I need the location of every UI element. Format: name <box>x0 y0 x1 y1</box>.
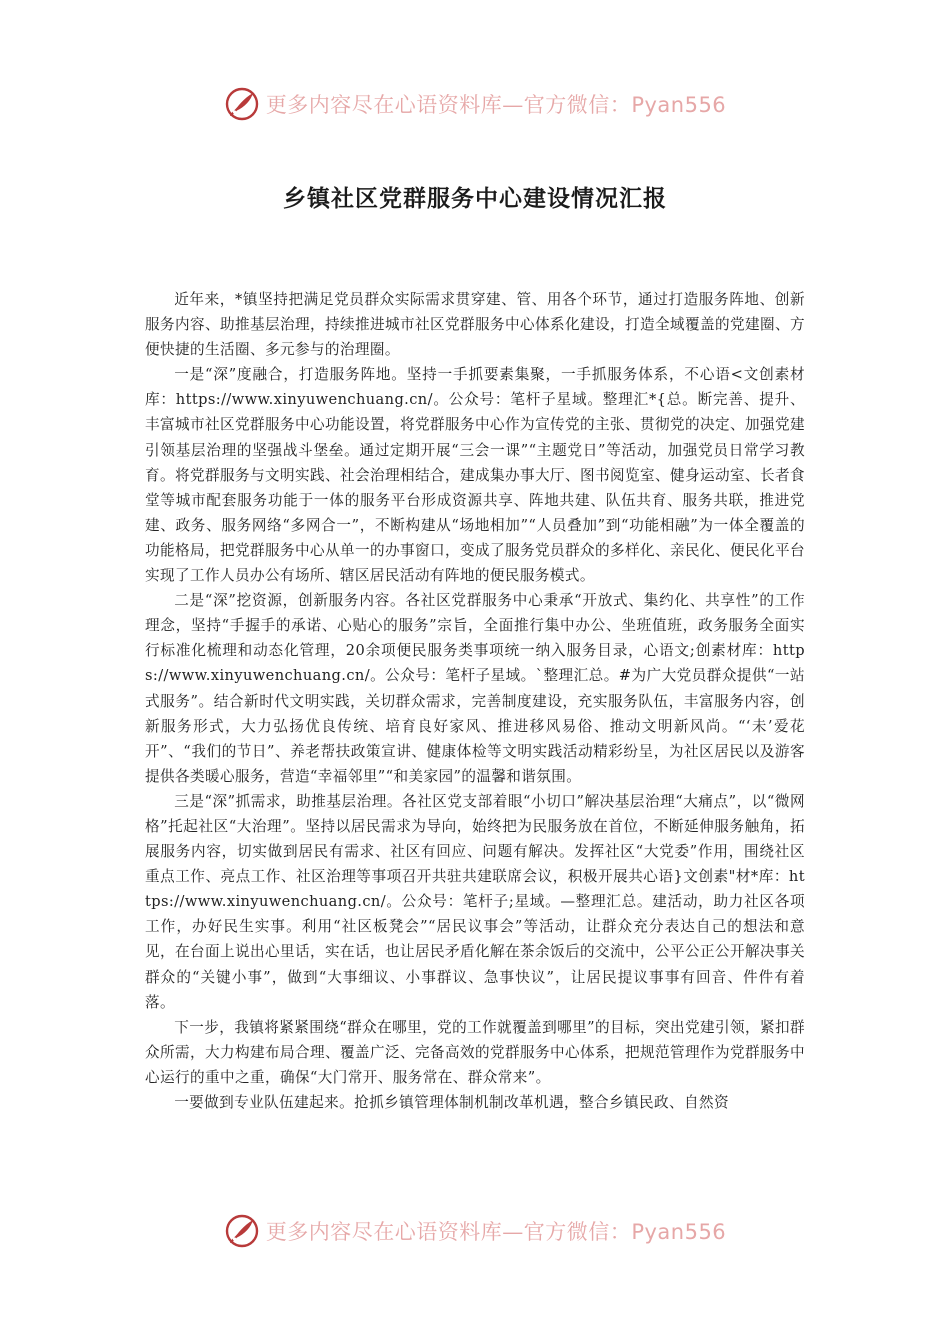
quill-pen-icon <box>224 86 260 122</box>
watermark-text <box>266 1216 726 1246</box>
document-title: 乡镇社区党群服务中心建设情况汇报 <box>283 186 667 212</box>
watermark-text-id: Pyan556 <box>631 93 727 117</box>
paragraph: 下一步，我镇将紧紧围绕“群众在哪里，党的工作就覆盖到哪里”的目标，突出党建引领，紧扣群众所需，大力构建布局合理、覆盖广泛、完备高效的党群服务中心体系，把规范管理作为党群服务中心运行的重中之重，确保“大门常开、服务常在、群众常来”。 <box>145 1018 805 1086</box>
watermark-text-cn: 更多内容尽在心语资料库—官方微信： <box>265 93 632 117</box>
paragraph: 二是“深”挖资源，创新服务内容。各社区党群服务中心秉承“开放式、集约化、共享性”的工作理念，坚持“手握手的承诺、心贴心的服务”宗旨，全面推行集中办公、坐班值班，政务服务全面实行标准化梳理和动态化管理，20余项便民服务类事项统一纳入服务目录，心语文;创素材库：https://www.xinyuwenchuang.cn/。公众号：笔杆子星域。`整理汇总。#为广大党员群众提供“一站式服务”。结合新时代文明实践，关切群众需求，完善制度建设，充实服务队伍，丰富服务内容，创新服务形式，大力弘扬优良传统、培育良好家风、推进移风易俗、推动文明新风尚。“‘未’爱花开”、“我们的节日”、养老帮扶政策宣讲、健康体检等文明实践活动精彩纷呈，为社区居民以及游客提供各类暖心服务，营造“幸福邻里”“和美家园”的温馨和谐氛围。 <box>145 592 805 785</box>
watermark-text-cn: 更多内容尽在心语资料库—官方微信： <box>265 1220 632 1244</box>
quill-pen-icon <box>224 1213 260 1249</box>
document-body <box>145 287 805 1187</box>
paragraph: 一要做到专业队伍建起来。抢抓乡镇管理体制机制改革机遇，整合乡镇民政、自然资 <box>174 1094 729 1111</box>
paragraph: 一是“深”度融合，打造服务阵地。坚持一手抓要素集聚，一手抓服务体系，不心语<文创素材库：https://www.xinyuwenchuang.cn/。公众号：笔杆子星域。整理汇*{总。断完善、提升、丰富城市社区党群服务中心功能设置，将党群服务中心作为宣传党的主张、贯彻党的决定、加强党建引领基层治理的坚强战斗堡垒。通过定期开展“三会一课”“主题党日”等活动，加强党员日常学习教育。将党群服务与文明实践、社会治理相结合，建成集办事大厅、图书阅览室、健身运动室、长者食堂等城市配套服务功能于一体的服务平台形成资源共享、阵地共建、队伍共育、服务共联，推进党建、政务、服务网络“多网合一”，不断构建从“场地相加”“人员叠加”到“功能相融”为一体全覆盖的功能格局，把党群服务中心从单一的办事窗口，变成了服务党员群众的多样化、亲民化、便民化平台实现了工作人员办公有场所、辖区居民活动有阵地的便民服务模式。 <box>145 366 805 585</box>
watermark-banner-bottom <box>0 1211 950 1251</box>
paragraph: 近年来，*镇坚持把满足党员群众实际需求贯穿建、管、用各个环节，通过打造服务阵地、创新服务内容、助推基层治理，持续推进城市社区党群服务中心体系化建设，打造全域覆盖的党建圈、方便快捷的生活圈、多元参与的治理圈。 <box>145 291 805 359</box>
watermark-banner-top <box>0 84 950 124</box>
paragraph: 三是“深”抓需求，助推基层治理。各社区党支部着眼“小切口”解决基层治理“大痛点”，以“微网格”托起社区“大治理”。坚持以居民需求为导向，始终把为民服务放在首位，不断延伸服务触角，拓展服务内容，切实做到居民有需求、社区有回应、问题有解决。发挥社区“大党委”作用，围绕社区重点工作、亮点工作、社区治理等事项召开共驻共建联席会议，积极开展共心语}文创素"材*库：https://www.xinyuwenchuang.cn/。公众号：笔杆子;星域。—整理汇总。建活动，助力社区各项工作，办好民生实事。利用“社区板凳会”“居民议事会”等活动，让群众充分表达自己的想法和意见，在台面上说出心里话，实在话，也让居民矛盾化解在茶余饭后的交流中，公平公正公开解决事关群众的“关键小事”，做到“大事细议、小事群议、急事快议”，让居民提议事事有回音、件件有着落。 <box>145 792 805 1011</box>
watermark-text <box>266 89 726 119</box>
watermark-text-id: Pyan556 <box>631 1220 727 1244</box>
